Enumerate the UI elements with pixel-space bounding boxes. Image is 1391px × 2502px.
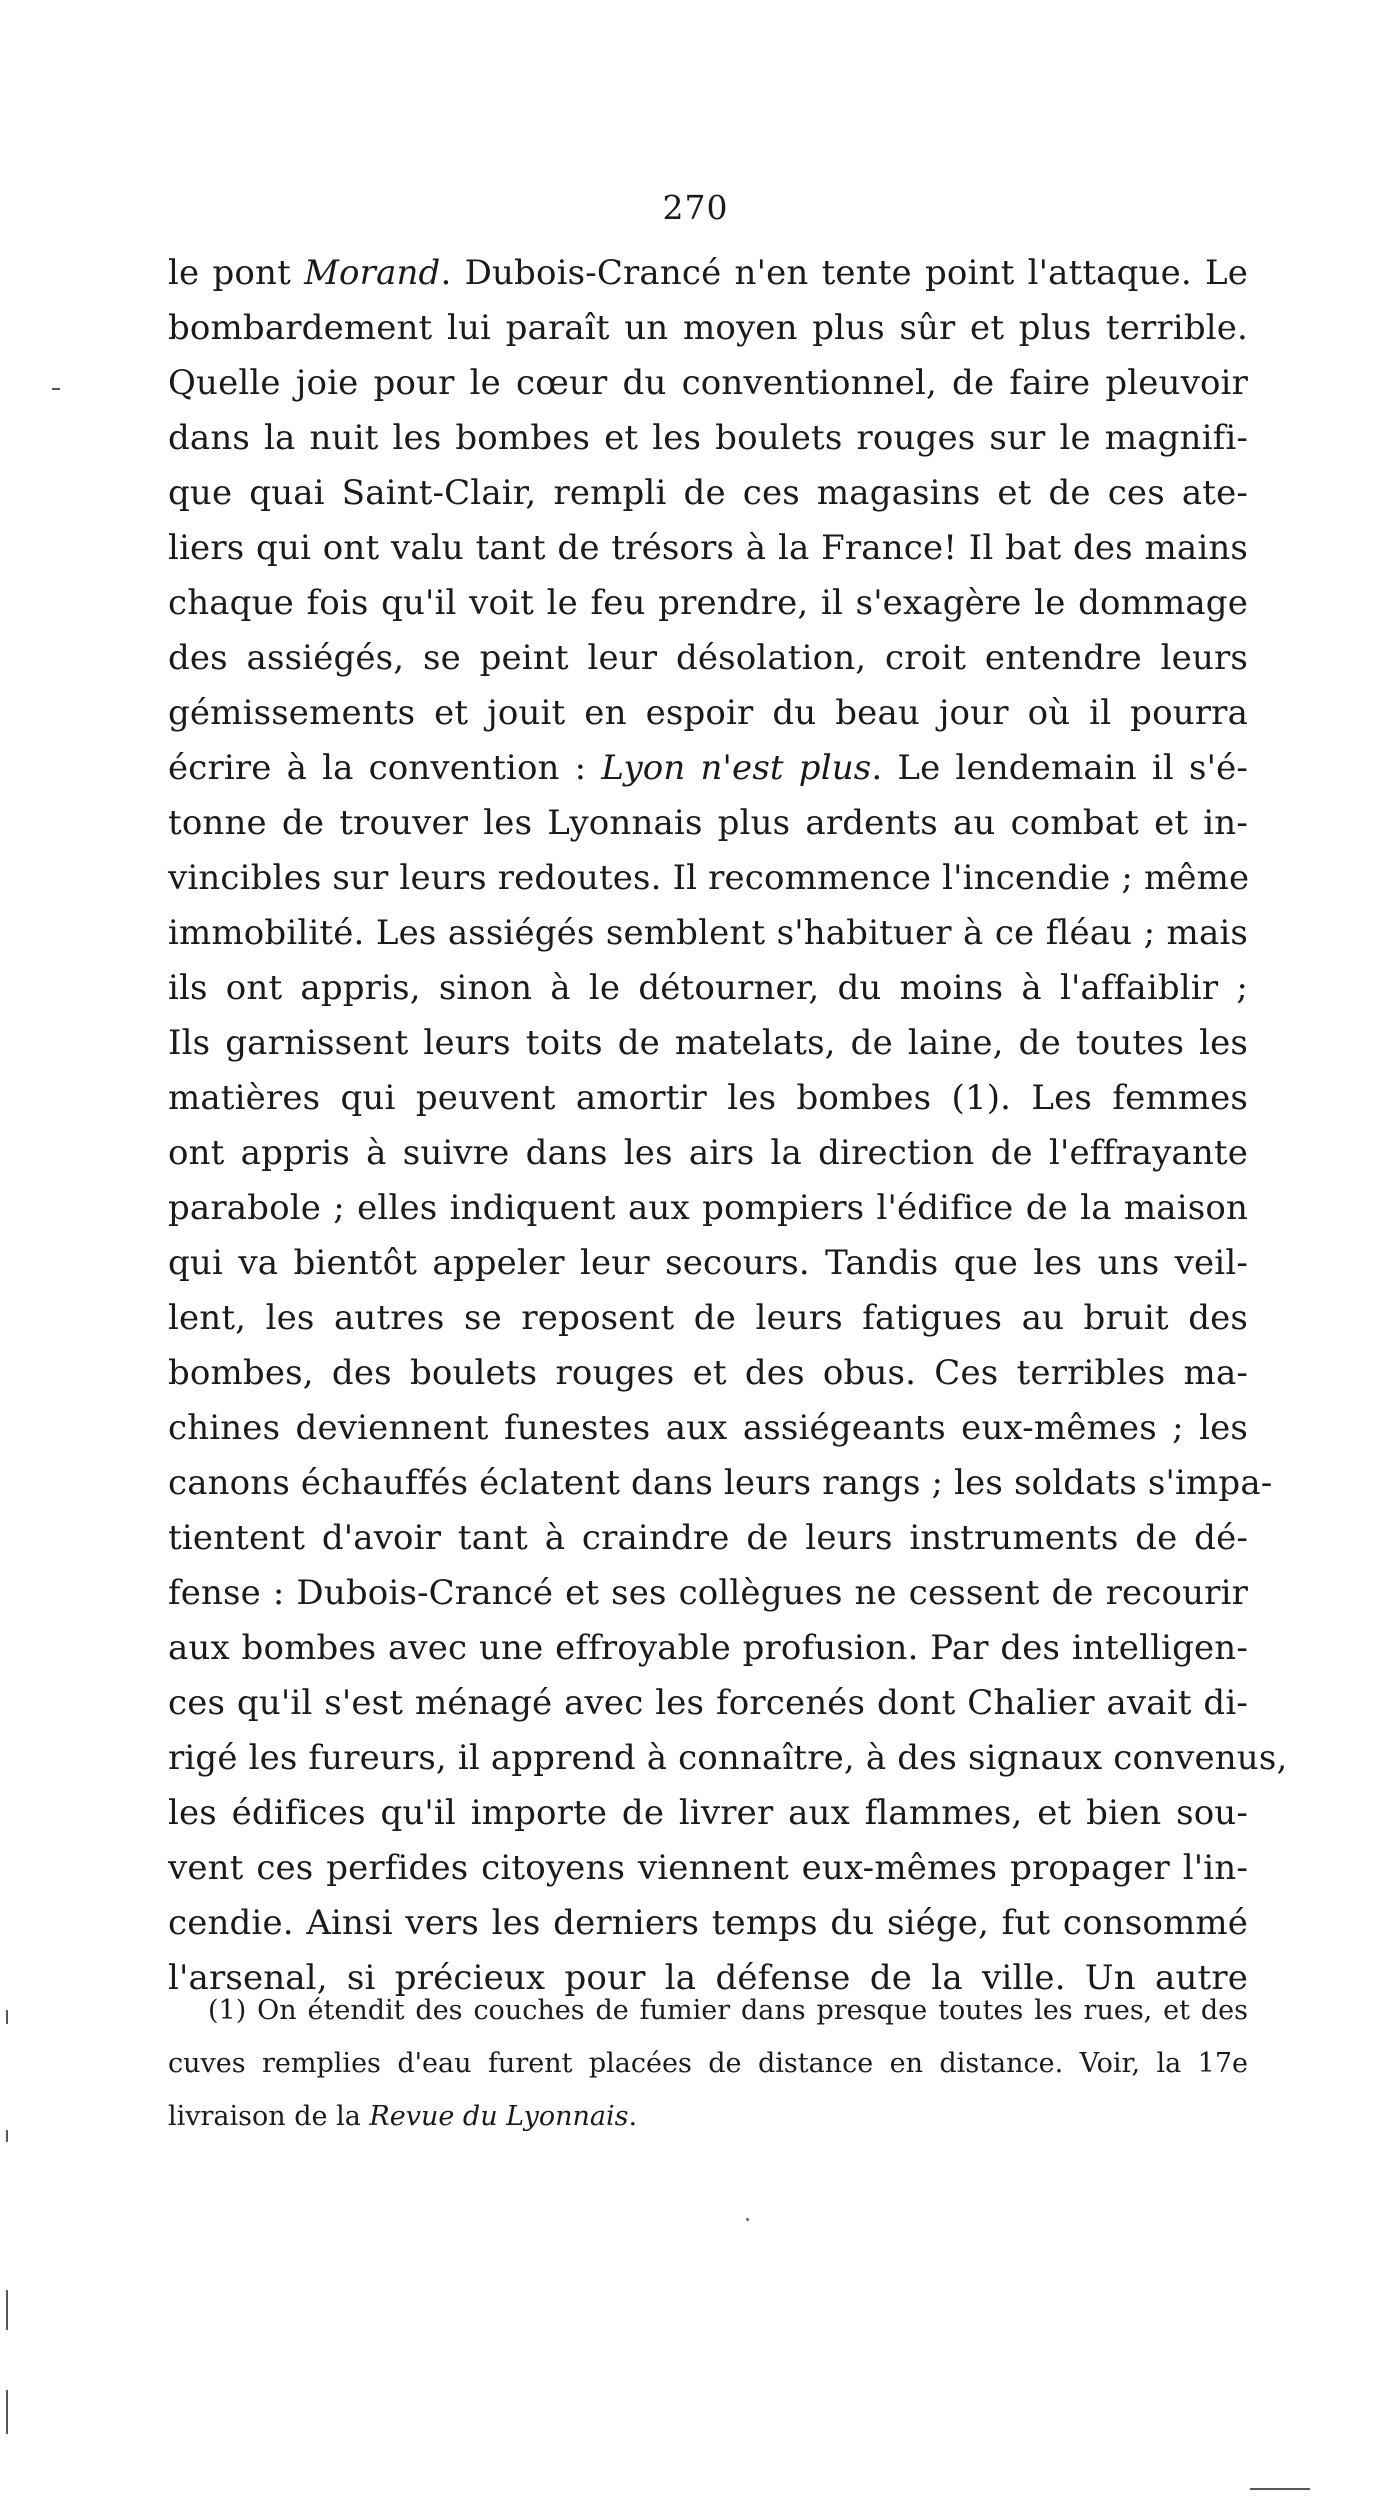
text-line: matières qui peuvent amortir les bombes (1). Les femmes: [168, 1078, 1248, 1118]
text-line: ont appris à suivre dans les airs la direction de l'effrayante: [168, 1133, 1248, 1173]
text-line: dans la nuit les bombes et les boulets rouges sur le magnifi-: [168, 418, 1248, 458]
text-line: que quai Saint-Clair, rempli de ces magasins et de ces ate-: [168, 473, 1248, 513]
scan-mark: [1250, 2488, 1310, 2490]
scan-mark: [6, 2010, 8, 2024]
footnote-line: (1) On étendit des couches de fumier dans presque toutes les rues, et des: [208, 1995, 1248, 2026]
text-line: aux bombes avec une effroyable profusion. Par des intelligen-: [168, 1628, 1248, 1668]
scan-speck: [746, 2218, 749, 2221]
text-line: vincibles sur leurs redoutes. Il recommence l'incendie ; même: [168, 858, 1250, 898]
text-line: gémissements et jouit en espoir du beau jour où il pourra: [168, 693, 1248, 733]
text-line: lent, les autres se reposent de leurs fatigues au bruit des: [168, 1298, 1248, 1338]
text-line: rigé les fureurs, il apprend à connaître, à des signaux convenus,: [168, 1738, 1288, 1778]
scan-mark: [6, 2390, 8, 2434]
text-line: Ils garnissent leurs toits de matelats, de laine, de toutes les: [168, 1023, 1248, 1063]
scan-mark: [6, 2130, 8, 2142]
footnote-line: cuves remplies d'eau furent placées de distance en distance. Voir, la 17e: [168, 2048, 1248, 2079]
text-line: canons échauffés éclatent dans leurs rangs ; les soldats s'impa-: [168, 1463, 1273, 1503]
text-line: bombes, des boulets rouges et des obus. Ces terribles ma-: [168, 1353, 1248, 1393]
text-line: parabole ; elles indiquent aux pompiers l'édifice de la maison: [168, 1188, 1248, 1228]
text-line: des assiégés, se peint leur désolation, croit entendre leurs: [168, 638, 1248, 678]
page-number: 270: [662, 188, 729, 227]
text-line: cendie. Ainsi vers les derniers temps du siége, fut consommé: [168, 1903, 1248, 1943]
text-line: ils ont appris, sinon à le détourner, du moins à l'affaiblir ;: [168, 968, 1248, 1008]
text-line: le pont Morand. Dubois-Crancé n'en tente point l'attaque. Le: [168, 253, 1248, 293]
text-line: liers qui ont valu tant de trésors à la France! Il bat des mains: [168, 528, 1248, 568]
text-line: tonne de trouver les Lyonnais plus ardents au combat et in-: [168, 803, 1248, 843]
text-line: les édifices qu'il importe de livrer aux flammes, et bien sou-: [168, 1793, 1248, 1833]
text-line: immobilité. Les assiégés semblent s'habituer à ce fléau ; mais: [168, 913, 1248, 953]
scan-mark: [52, 388, 60, 390]
text-line: chines deviennent funestes aux assiégeants eux-mêmes ; les: [168, 1408, 1248, 1448]
text-line: vent ces perfides citoyens viennent eux-mêmes propager l'in-: [168, 1848, 1248, 1888]
text-line: tientent d'avoir tant à craindre de leurs instruments de dé-: [168, 1518, 1248, 1558]
text-line: ces qu'il s'est ménagé avec les forcenés dont Chalier avait di-: [168, 1683, 1248, 1723]
footnote-line: livraison de la Revue du Lyonnais.: [168, 2101, 638, 2132]
scan-mark: [6, 2290, 8, 2330]
text-line: fense : Dubois-Crancé et ses collègues ne cessent de recourir: [168, 1573, 1248, 1613]
footnote: [168, 1984, 1248, 2143]
body-text: [168, 246, 1288, 2006]
text-line: bombardement lui paraît un moyen plus sûr et plus terrible.: [168, 308, 1248, 348]
text-line: l'arsenal, si précieux pour la défense de la ville. Un autre: [168, 1958, 1248, 1998]
text-line: Quelle joie pour le cœur du conventionnel, de faire pleuvoir: [168, 363, 1248, 403]
text-line: chaque fois qu'il voit le feu prendre, il s'exagère le dommage: [168, 583, 1248, 623]
text-line: qui va bientôt appeler leur secours. Tandis que les uns veil-: [168, 1243, 1248, 1283]
text-line: écrire à la convention : Lyon n'est plus. Le lendemain il s'é-: [168, 748, 1248, 788]
